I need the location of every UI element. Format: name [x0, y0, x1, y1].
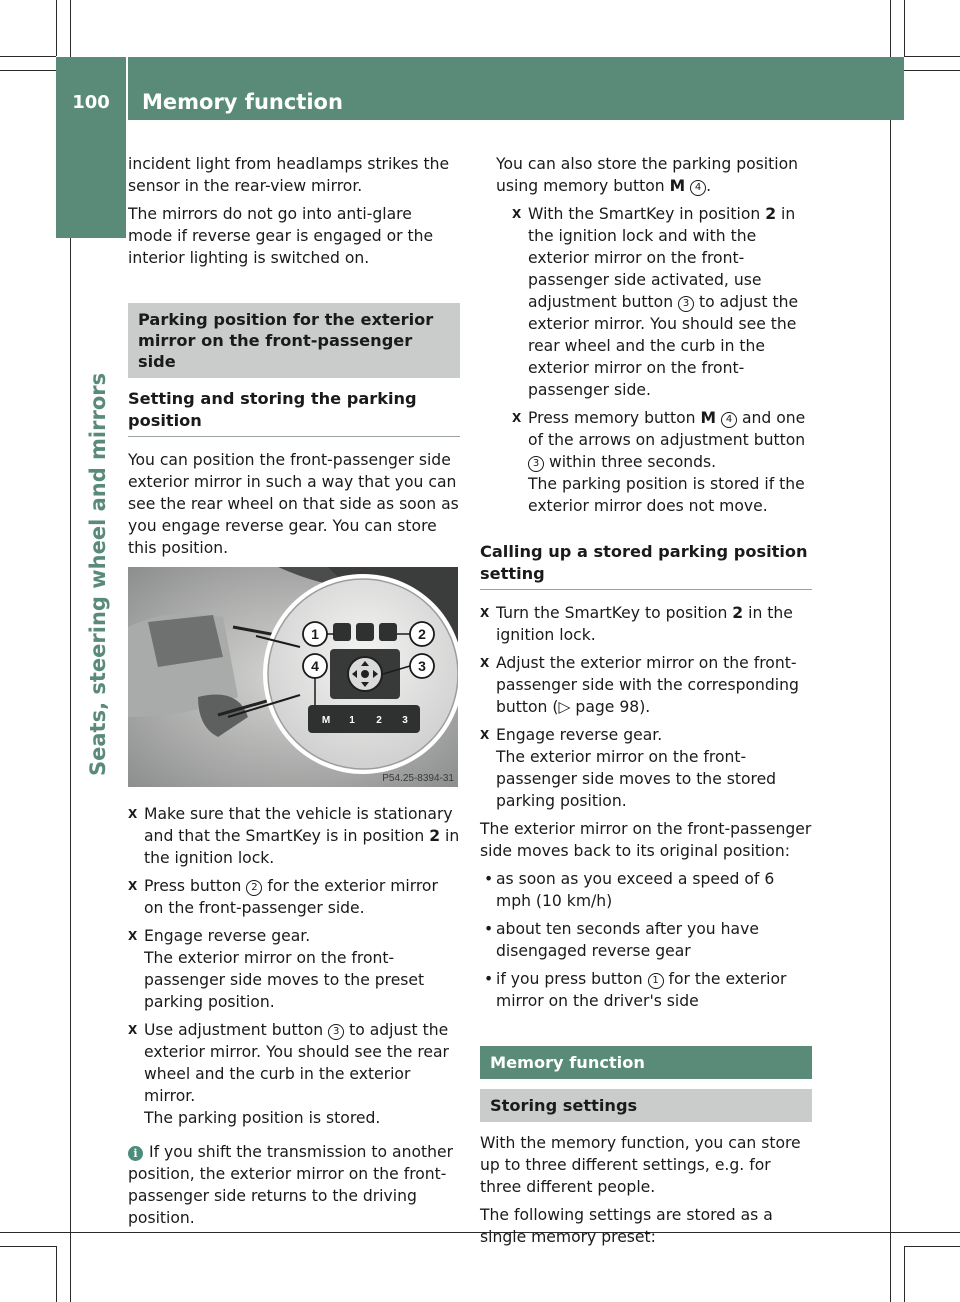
instruction-step: X Press button 2 for the exterior mirror on the front-passenger side.: [128, 877, 438, 917]
left-column: [128, 153, 460, 1235]
door-controls-illustration: [128, 567, 458, 787]
instruction-step: X Adjust the exterior mirror on the front-passenger side with the corresponding button (▷ page 98).: [480, 654, 799, 716]
paragraph: You can also store the parking position using memory button M 4 .: [496, 155, 798, 195]
crop-mark: [890, 0, 891, 1302]
crop-mark: [56, 1246, 57, 1302]
memory-button-2: 2: [376, 715, 382, 726]
crop-mark: [904, 0, 905, 56]
crop-mark: [904, 1246, 905, 1302]
section-heading: Parking position for the exterior mirror on the front-passenger side: [128, 303, 460, 378]
paragraph: The exterior mirror on the front-passenger side moves back to its original position:: [480, 820, 812, 860]
page-number: 100: [72, 92, 110, 113]
paragraph: With the memory function, you can store up to three different settings, e.g. for three different people.: [480, 1134, 801, 1196]
info-note: i If you shift the transmission to another position, the exterior mirror on the front-passenger side returns to the driving position.: [128, 1143, 453, 1227]
crop-mark: [56, 0, 57, 56]
callout-ref: 4: [721, 412, 737, 428]
step-marker: X: [512, 207, 522, 221]
paragraph: incident light from headlamps strikes the sensor in the rear-view mirror.: [128, 155, 450, 195]
step-marker: X: [128, 929, 138, 943]
sub-heading: Setting and storing the parking position: [128, 388, 460, 437]
side-color-block: [56, 120, 126, 238]
section-heading: Storing settings: [480, 1089, 812, 1122]
instruction-step: X Press memory button M 4 and one of the arrows on adjustment button 3 within three seconds. The parking position is stored if the exterior mirror does not move.: [512, 409, 806, 515]
step-marker: X: [128, 879, 138, 893]
sub-heading: Calling up a stored parking position setting: [480, 541, 812, 590]
step-marker: X: [480, 656, 490, 670]
crop-mark: [904, 1246, 960, 1247]
instruction-step: X Turn the SmartKey to position 2 in the ignition lock.: [480, 604, 793, 644]
info-icon: i: [128, 1146, 143, 1161]
crop-mark: [0, 56, 56, 57]
callout-ref: 4: [690, 180, 706, 196]
list-item: • if you press button 1 for the exterior mirror on the driver's side: [484, 970, 787, 1010]
instruction-step: X Use adjustment button 3 to adjust the exterior mirror. You should see the rear wheel and the curb in the exterior mirror. The parking position is stored.: [128, 1021, 449, 1127]
bullet-marker: •: [484, 920, 494, 938]
memory-button-1: 1: [349, 715, 355, 726]
callout-ref: 3: [328, 1024, 344, 1040]
callout-4: 4: [311, 658, 319, 674]
callout-2: 2: [418, 626, 426, 642]
crop-mark: [0, 1246, 56, 1247]
instruction-step: X Make sure that the vehicle is stationary and that the SmartKey is in position 2 in the ignition lock.: [128, 805, 460, 867]
list-item: • about ten seconds after you have disengaged reverse gear: [484, 920, 759, 960]
step-marker: X: [480, 606, 490, 620]
bullet-marker: •: [484, 870, 494, 888]
figure-reference: P54.25-8394-31: [382, 773, 454, 784]
callout-ref: 2: [246, 880, 262, 896]
right-column: [480, 153, 812, 1254]
instruction-step: X With the SmartKey in position 2 in the ignition lock and with the exterior mirror on the front-passenger side activated, use adjustment button 3 to adjust the exterior mirror. You should see the rear wheel and the curb in the exterior mirror on the front-passenger side.: [512, 205, 799, 399]
page-reference-link[interactable]: ▷ page 98: [558, 698, 640, 716]
step-marker: X: [480, 728, 490, 742]
callout-ref: 3: [678, 296, 694, 312]
step-marker: X: [512, 411, 522, 425]
callout-ref: 1: [648, 973, 664, 989]
door-controls-figure: [128, 567, 458, 787]
paragraph: The following settings are stored as a single memory preset:: [480, 1206, 773, 1246]
paragraph: The mirrors do not go into anti-glare mode if reverse gear is engaged or the interior lighting is switched on.: [128, 205, 434, 267]
crop-mark: [904, 56, 960, 57]
running-title: Memory function: [142, 90, 343, 114]
step-marker: X: [128, 807, 138, 821]
list-item: • as soon as you exceed a speed of 6 mph (10 km/h): [484, 870, 775, 910]
chapter-side-tab: Seats, steering wheel and mirrors: [86, 372, 110, 776]
paragraph: You can position the front-passenger side exterior mirror in such a way that you can see the rear wheel on that side as soon as you engage reverse gear. You can store this position.: [128, 451, 459, 557]
memory-button-3: 3: [402, 715, 408, 726]
step-marker: X: [128, 1023, 138, 1037]
callout-3: 3: [418, 658, 426, 674]
header-separator: [126, 57, 128, 120]
instruction-step: X Engage reverse gear. The exterior mirror on the front-passenger side moves to the stored parking position.: [480, 726, 777, 810]
callout-ref: 3: [528, 456, 544, 472]
memory-button-m: M: [321, 715, 331, 726]
section-heading: Memory function: [480, 1046, 812, 1079]
bullet-marker: •: [484, 970, 494, 988]
instruction-step: X Engage reverse gear. The exterior mirror on the front-passenger side moves to the preset parking position.: [128, 927, 425, 1011]
callout-1: 1: [311, 626, 319, 642]
